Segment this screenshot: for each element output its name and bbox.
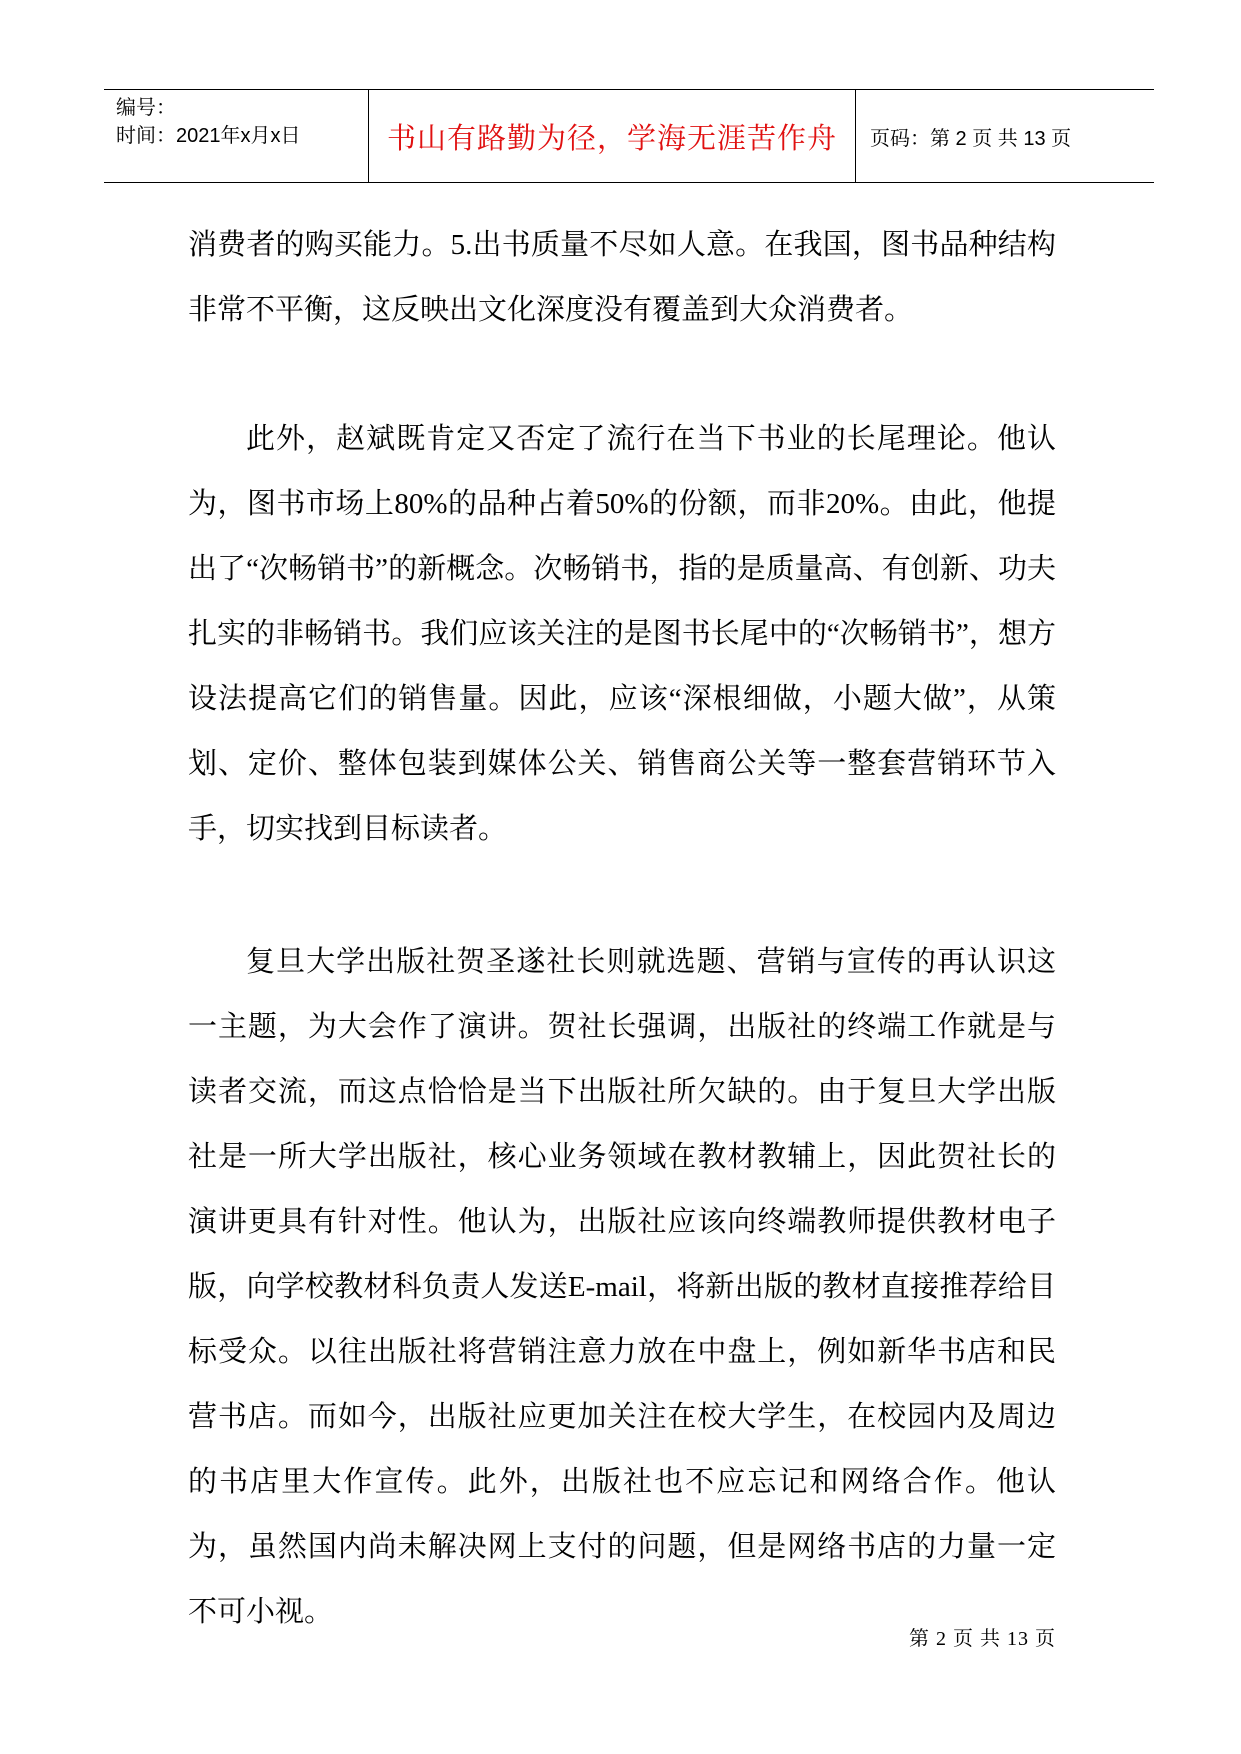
paragraph-1: 消费者的购买能力。5.出书质量不尽如人意。在我国，图书品种结构非常不平衡，这反映出文化深度没有覆盖到大众消费者。 [188, 229, 1056, 326]
number-label: 编号： [116, 97, 176, 119]
time-label: 时间：2021年x月x日 [116, 125, 301, 147]
header-info-cell [104, 90, 368, 182]
page-footer: 第 2 页 共 13 页 [909, 1628, 1056, 1650]
page-header [104, 89, 1154, 183]
header-page-cell [856, 90, 1154, 182]
motto-text: 书山有路勤为径，学海无涯苦作舟 [386, 120, 837, 155]
paragraph-3: 复旦大学出版社贺圣遂社长则就选题、营销与宣传的再认识这一主题，为大会作了演讲。贺社长强调，出版社的终端工作就是与读者交流，而这点恰恰是当下出版社所欠缺的。由于复旦大学出版社是一所大学出版社，核心业务领域在教材教辅上，因此贺社长的演讲更具有针对性。他认为，出版社应该向终端教师提供教材电子版，向学校教材科负责人发送E-mail，将新出版的教材直接推荐给目标受众。以往出版社将营销注意力放在中盘上，例如新华书店和民营书店。而如今，出版社应更加关注在校大学生，在校园内及周边的书店里大作宣传。此外，出版社也不应忘记和网络合作。他认为，虽然国内尚未解决网上支付的问题，但是网络书店的力量一定不可小视。 [188, 946, 1056, 1628]
page-code: 页码：第 2 页 共 13 页 [870, 127, 1072, 150]
header-motto-cell [368, 90, 856, 182]
paragraph-2: 此外，赵斌既肯定又否定了流行在当下书业的长尾理论。他认为，图书市场上80%的品种占着50%的份额，而非20%。由此，他提出了“次畅销书”的新概念。次畅销书，指的是质量高、有创新、功夫扎实的非畅销书。我们应该关注的是图书长尾中的“次畅销书”，想方设法提高它们的销售量。因此，应该“深根细做，小题大做”，从策划、定价、整体包装到媒体公关、销售商公关等一整套营销环节入手，切实找到目标读者。 [188, 423, 1056, 845]
